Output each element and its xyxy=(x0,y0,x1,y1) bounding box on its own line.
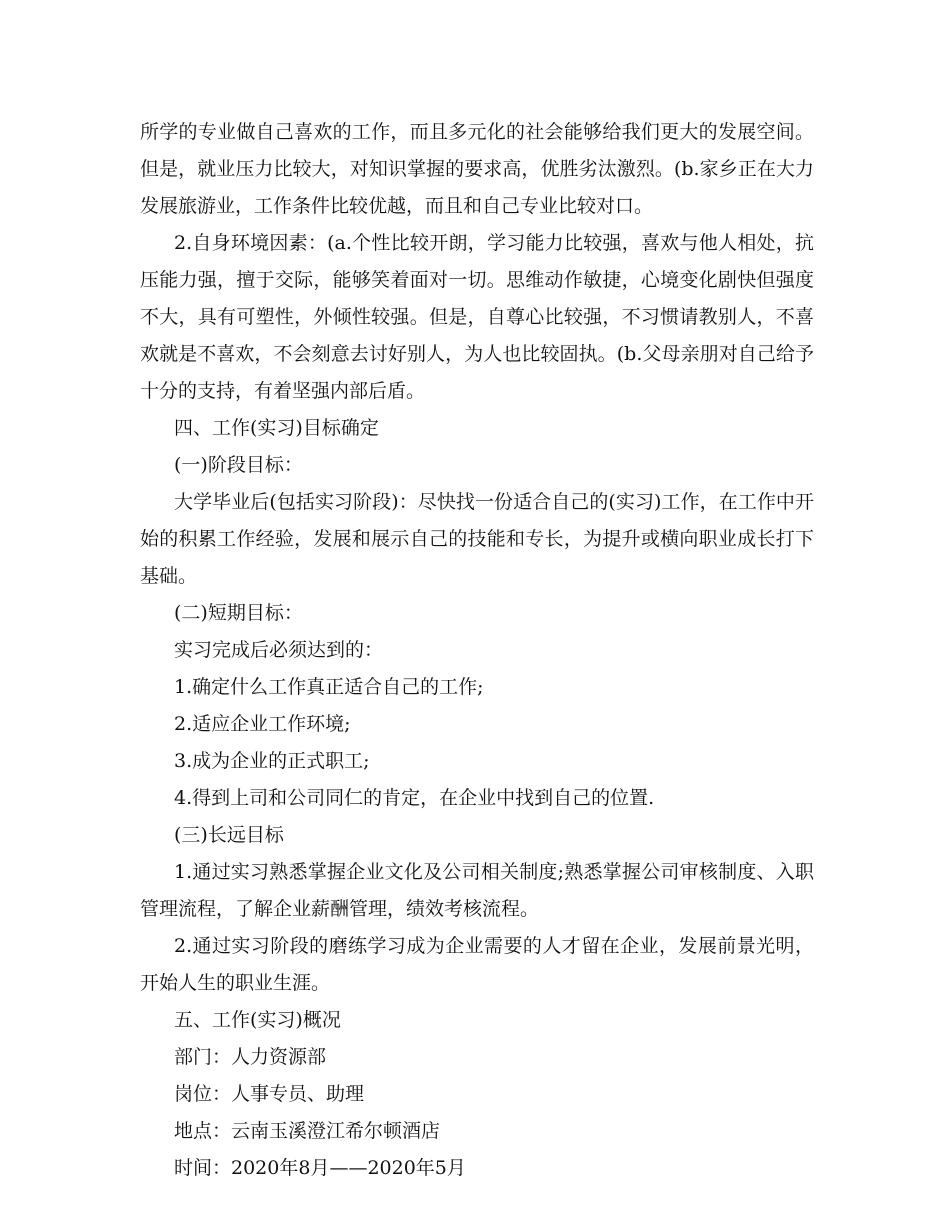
overview-location: 地点：云南玉溪澄江希尔顿酒店 xyxy=(174,1120,441,1142)
overview-position: 岗位：人事专员、助理 xyxy=(174,1083,365,1105)
subheading-short-term-goals: (二)短期目标： xyxy=(174,602,303,624)
list-item-long-term-1: 1.通过实习熟悉掌握企业文化及公司相关制度;熟悉掌握公司审核制度、入职管理流程，了解企业薪酬管理，绩效考核流程。 xyxy=(140,861,814,920)
document-body xyxy=(140,114,814,1187)
paragraph-employment-environment: 所学的专业做自己喜欢的工作，而且多元化的社会能够给我们更大的发展空间。但是，就业压力比较大，对知识掌握的要求高，优胜劣汰激烈。(b.家乡正在大力发展旅游业，工作条件比较优越，而且和自己专业比较对口。 xyxy=(140,121,814,217)
subheading-stage-goals: (一)阶段目标： xyxy=(174,454,303,476)
section-heading-overview: 五、工作(实习)概况 xyxy=(174,1009,341,1031)
overview-department: 部门：人力资源部 xyxy=(174,1046,327,1068)
paragraph-personal-environment: 2.自身环境因素：(a.个性比较开朗，学习能力比较强，喜欢与他人相处，抗压能力强，擅于交际，能够笑着面对一切。思维动作敏捷，心境变化剧快但强度不大，具有可塑性，外倾性较强。但是，自尊心比较强，不习惯请教别人，不喜欢就是不喜欢，不会刻意去讨好别人，为人也比较固执。(b.父母亲朋对自己给予十分的支持，有着坚强内部后盾。 xyxy=(140,232,814,402)
list-item-short-term-4: 4.得到上司和公司同仁的肯定，在企业中找到自己的位置. xyxy=(174,787,655,809)
list-item-short-term-1: 1.确定什么工作真正适合自己的工作; xyxy=(174,676,484,698)
paragraph-stage-goals: 大学毕业后(包括实习阶段)：尽快找一份适合自己的(实习)工作，在工作中开始的积累工作经验，发展和展示自己的技能和专长，为提升或横向职业成长打下基础。 xyxy=(140,491,814,587)
paragraph-short-term-intro: 实习完成后必须达到的： xyxy=(174,639,384,661)
overview-time: 时间：2020年8月——2020年5月 xyxy=(174,1157,466,1179)
list-item-long-term-2: 2.通过实习阶段的磨练学习成为企业需要的人才留在企业，发展前景光明，开始人生的职业生涯。 xyxy=(140,935,814,994)
section-heading-goals: 四、工作(实习)目标确定 xyxy=(174,417,379,439)
list-item-short-term-3: 3.成为企业的正式职工; xyxy=(174,750,370,772)
list-item-short-term-2: 2.适应企业工作环境; xyxy=(174,713,351,735)
subheading-long-term-goals: (三)长远目标 xyxy=(174,824,284,846)
